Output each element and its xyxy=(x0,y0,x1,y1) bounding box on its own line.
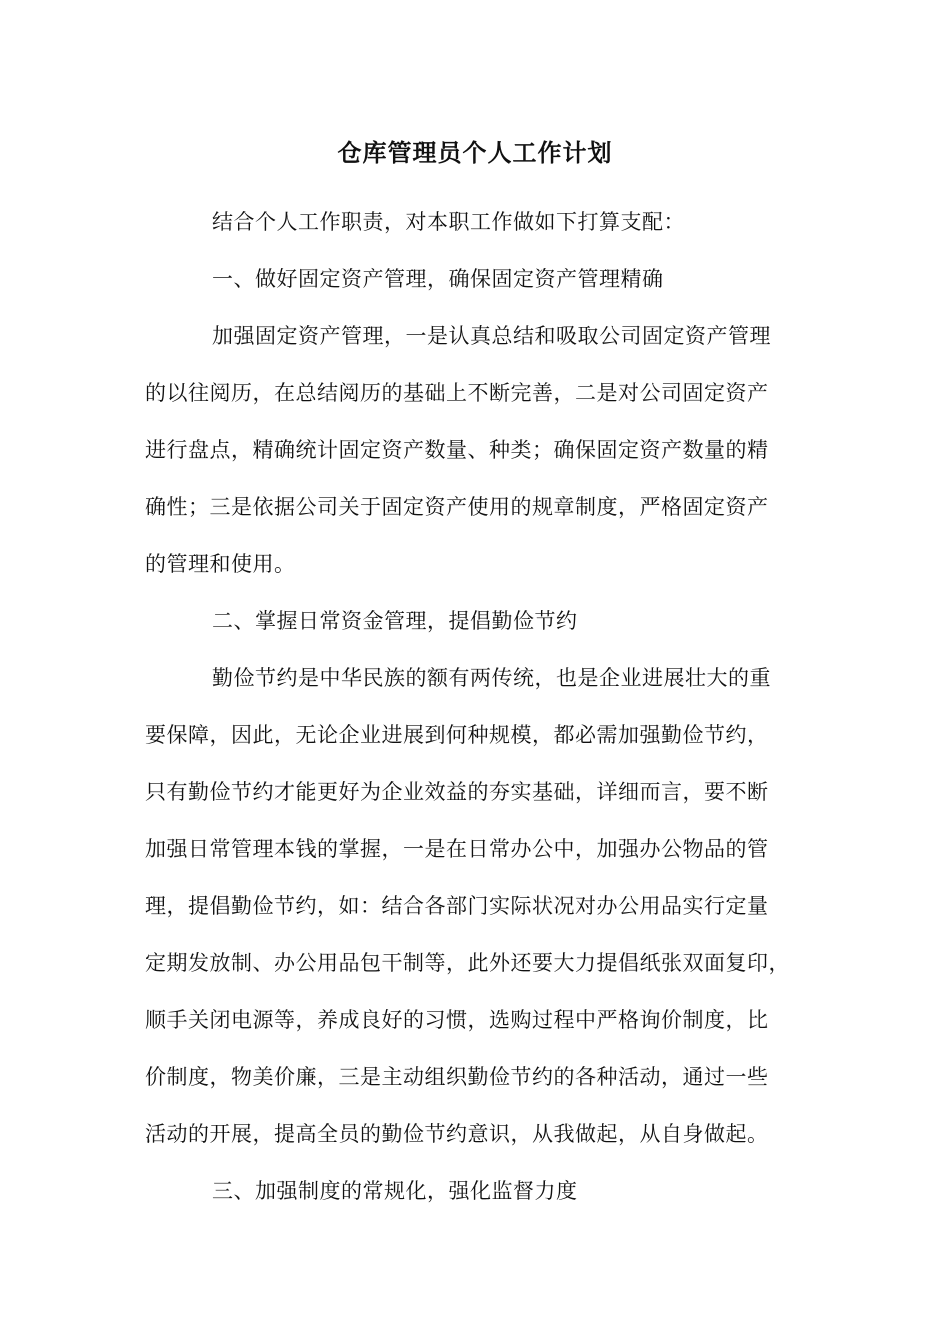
section-heading-2: 二、掌握日常资金管理，提倡勤俭节约 xyxy=(212,609,578,633)
paragraph-line: 定期发放制、办公用品包干制等，此外还要大力提倡纸张双面复印， xyxy=(145,951,790,975)
paragraph-line: 加强固定资产管理，一是认真总结和吸取公司固定资产管理 xyxy=(212,324,771,348)
paragraph-line: 确性；三是依据公司关于固定资产使用的规章制度，严格固定资产 xyxy=(145,495,769,519)
paragraph-line: 理，提倡勤俭节约，如：结合各部门实际状况对办公用品实行定量 xyxy=(145,894,769,918)
section-heading-3: 三、加强制度的常规化，强化监督力度 xyxy=(212,1179,578,1203)
paragraph-line: 只有勤俭节约才能更好为企业效益的夯实基础，详细而言，要不断 xyxy=(145,780,769,804)
paragraph-line: 的以往阅历，在总结阅历的基础上不断完善，二是对公司固定资产 xyxy=(145,381,769,405)
paragraph-line: 活动的开展，提高全员的勤俭节约意识，从我做起，从自身做起。 xyxy=(145,1122,769,1146)
paragraph-line: 加强日常管理本钱的掌握，一是在日常办公中，加强办公物品的管 xyxy=(145,837,769,861)
paragraph-line: 要保障，因此，无论企业进展到何种规模，都必需加强勤俭节约， xyxy=(145,723,769,747)
paragraph-line: 的管理和使用。 xyxy=(145,552,296,576)
paragraph-line: 进行盘点，精确统计固定资产数量、种类；确保固定资产数量的精 xyxy=(145,438,769,462)
paragraph-line: 价制度，物美价廉，三是主动组织勤俭节约的各种活动，通过一些 xyxy=(145,1065,769,1089)
paragraph-line: 勤俭节约是中华民族的额有两传统，也是企业进展壮大的重 xyxy=(212,666,771,690)
document-title: 仓库管理员个人工作计划 xyxy=(337,138,613,167)
intro-line: 结合个人工作职责，对本职工作做如下打算支配： xyxy=(212,210,685,234)
section-heading-1: 一、做好固定资产管理，确保固定资产管理精确 xyxy=(212,267,664,291)
paragraph-line: 顺手关闭电源等，养成良好的习惯，选购过程中严格询价制度，比 xyxy=(145,1008,769,1032)
